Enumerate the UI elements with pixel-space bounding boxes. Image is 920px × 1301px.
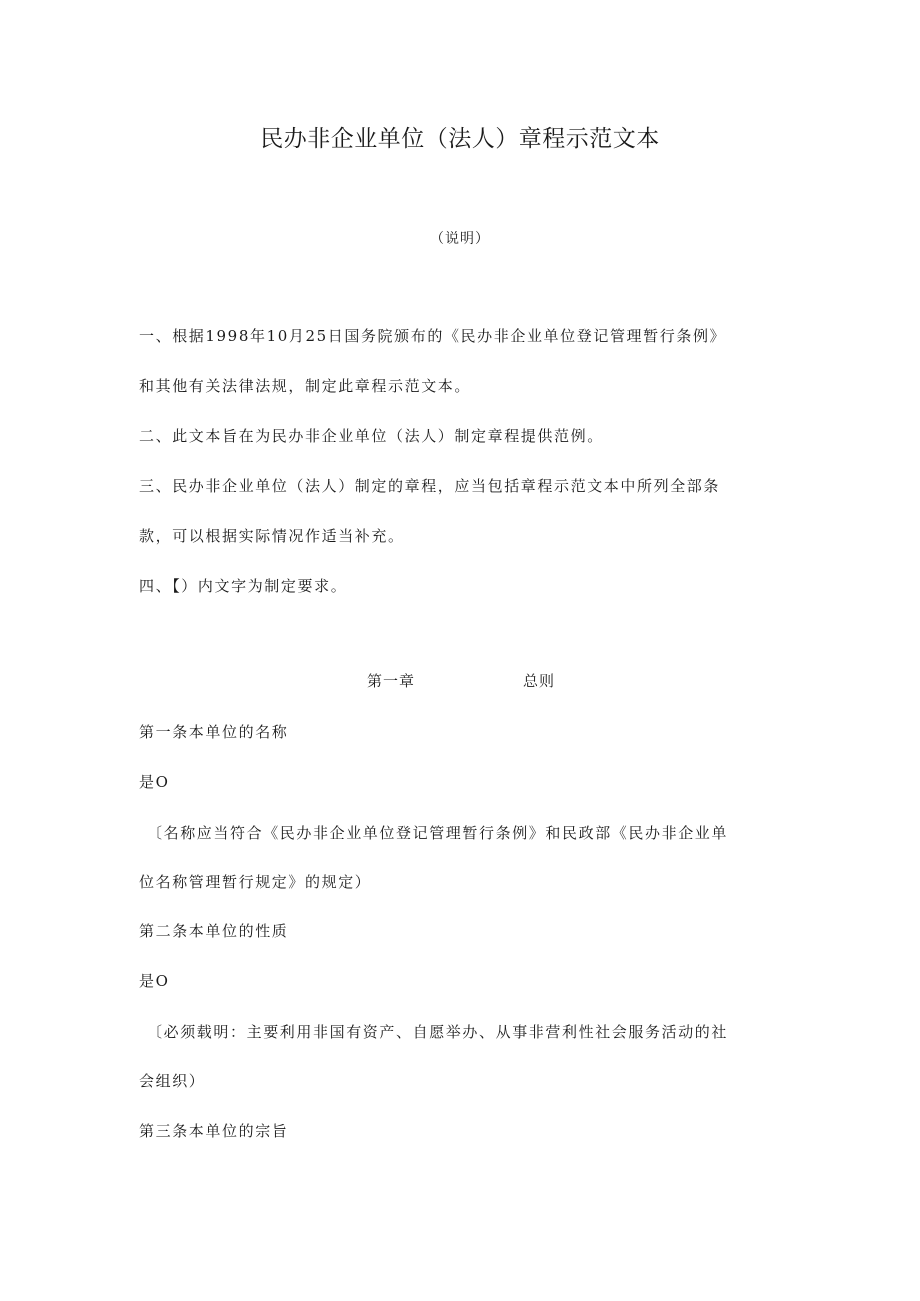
article-2-heading: 第二条本单位的性质 xyxy=(139,922,289,940)
article-1-value: 是O xyxy=(139,773,170,791)
article-1-requirement-line-1: 〔名称应当符合《民办非企业单位登记管理暂行条例》和民政部《民办非企业单 xyxy=(147,824,729,842)
note-line-1: 一、根据1998年10月25日国务院颁布的《民办非企业单位登记管理暂行条例》 xyxy=(139,327,727,345)
article-1-heading: 第一条本单位的名称 xyxy=(139,723,289,741)
note-line-2: 和其他有关法律法规，制定此章程示范文本。 xyxy=(139,377,472,395)
note-line-4: 三、民办非企业单位（法人）制定的章程，应当包括章程示范文本中所列全部条 xyxy=(139,477,721,495)
note-line-6: 四、【）内文字为制定要求。 xyxy=(139,577,348,595)
note-line-5: 款，可以根据实际情况作适当补充。 xyxy=(139,527,405,545)
document-title: 民办非企业单位（法人）章程示范文本 xyxy=(260,126,660,152)
note-line-3: 二、此文本旨在为民办非企业单位（法人）制定章程提供范例。 xyxy=(139,427,604,445)
document-subtitle: （说明） xyxy=(430,231,490,247)
article-2-requirement-line-2: 会组织） xyxy=(139,1072,206,1090)
article-1-requirement-line-2: 位名称管理暂行规定》的规定） xyxy=(139,873,372,891)
chapter-name: 总则 xyxy=(523,672,556,690)
chapter-number: 第一章 xyxy=(367,672,416,690)
article-2-requirement-line-1: 〔必须载明：主要利用非国有资产、自愿举办、从事非营利性社会服务活动的社 xyxy=(147,1023,729,1041)
article-3-heading: 第三条本单位的宗旨 xyxy=(139,1122,289,1140)
article-2-value: 是O xyxy=(139,972,170,990)
